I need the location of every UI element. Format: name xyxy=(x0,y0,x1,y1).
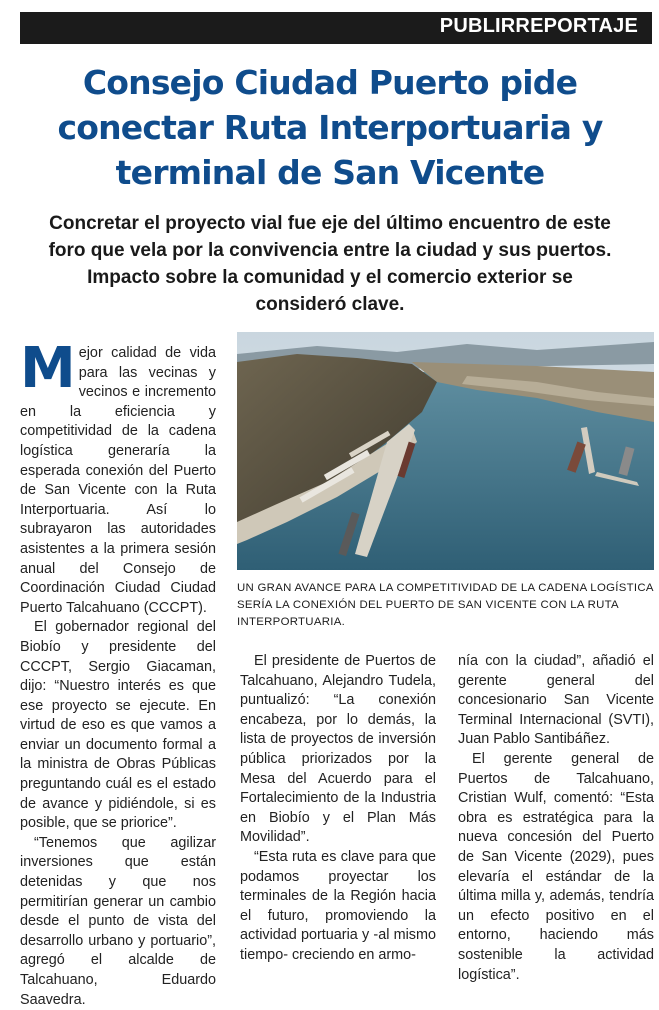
deck-line: consideró clave. xyxy=(255,294,405,315)
paragraph: El presidente de Puertos de Talcahuano, Alejandro Tudela, puntualizó: “La conexión encabeza, por lo demás, la lista de proyectos de inversión pública priorizados por la Mesa del Acuerdo para el Fortalecimiento de la Industria en Biobío y el Plan Más Movilidad”. xyxy=(240,653,436,846)
article-column-2 xyxy=(240,652,436,966)
port-aerial-illustration xyxy=(237,332,654,570)
paragraph: “Tenemos que agilizar inversiones que están detenidas y que nos permitirían generar un cambio desde el punto de vista del desarrollo urbano y portuario”, agregó el alcalde de Talcahuano, Eduardo Saavedra. xyxy=(20,834,216,1008)
deck-line: Impacto sobre la comunidad y el comercio exterior se xyxy=(87,267,573,288)
deck-subtitle xyxy=(20,210,640,318)
paragraph: nía con la ciudad”, añadió el gerente general del concesionario San Vicente Terminal Internacional (SVTI), Juan Pablo Santibáñez. xyxy=(458,653,654,748)
paragraph: El gerente general de Puertos de Talcahuano, Cristian Wulf, comentó: “Esta obra es estratégica para la nueva concesión del Puerto de San Vicente (2029), pues elevaría el estándar de la última milla y, además, tendría un efecto positivo en el entorno, haciendo más sostenible la actividad logística”. xyxy=(458,750,654,983)
section-header-bar xyxy=(20,12,652,44)
deck-line: foro que vela por la convivencia entre la ciudad y sus puertos. xyxy=(48,240,612,261)
port-aerial-photo xyxy=(237,332,654,570)
headline-line: conectar Ruta Interportuaria y xyxy=(57,108,603,147)
paragraph: El gobernador regional del Biobío y presidente del CCCPT, Sergio Giacaman, dijo: “Nuestro interés es que ese proyecto se ejecute. En virtud de eso es que vamos a enviar un documento formal a la ministra de Obras Públicas preguntando cuál es el estado de avance y pidiéndole, si es posible, que se priorice”. xyxy=(20,619,216,832)
headline xyxy=(20,60,640,195)
drop-cap: M xyxy=(20,336,76,401)
headline-line: Consejo Ciudad Puerto pide xyxy=(82,63,578,102)
article-column-3 xyxy=(458,652,654,985)
section-label: PUBLIRREPORTAJE xyxy=(439,15,638,37)
paragraph xyxy=(20,336,216,618)
headline-line: terminal de San Vicente xyxy=(115,153,545,192)
paragraph: “Esta ruta es clave para que podamos proyectar los terminales de la Región hacia el futuro, promoviendo la actividad portuaria y -al mismo tiempo- creciendo en armo- xyxy=(240,848,436,963)
deck-line: Concretar el proyecto vial fue eje del último encuentro de este xyxy=(49,213,611,234)
paragraph-text: ejor calidad de vida para las vecinas y vecinos e incremento en la eficiencia y competitividad de la cadena logística generaría la esperada conexión del Puerto de San Vicente con la Ruta Interportuaria. Así lo subrayaron las autoridades asistentes a la primera sesión anual del Consejo de Coordinación Ciudad Ciudad Puerto Talcahuano (CCCPT). xyxy=(20,345,216,616)
photo-caption: UN GRAN AVANCE PARA LA COMPETITIVIDAD DE LA CADENA LOGÍSTICA SERÍA LA CONEXIÓN DEL PUERTO DE SAN VICENTE CON LA RUTA INTERPORTUARIA. xyxy=(237,582,654,628)
article-column-1 xyxy=(20,336,216,1010)
